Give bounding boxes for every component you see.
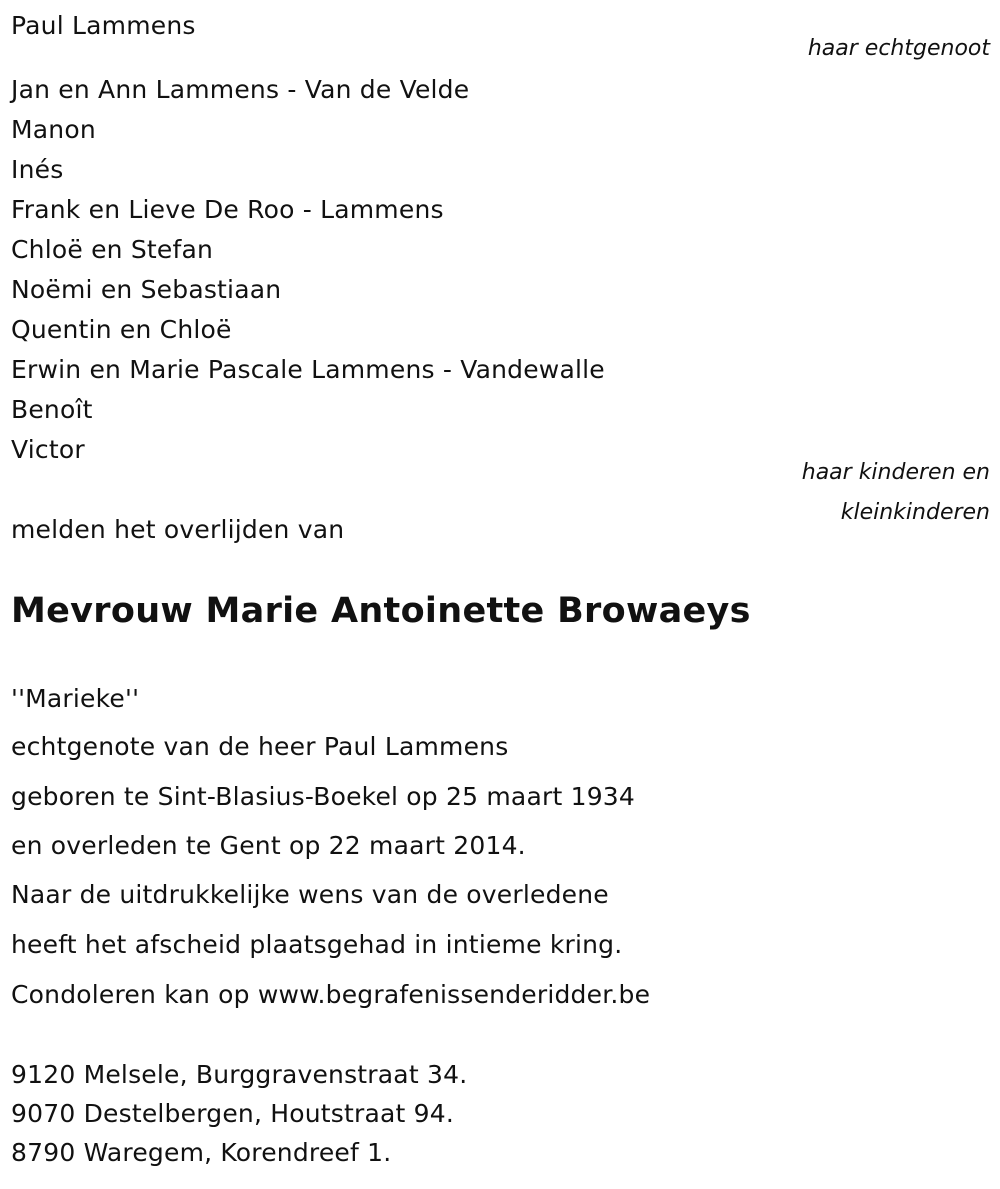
family-member: Victor: [11, 435, 85, 464]
family-role-line2: kleinkinderen: [840, 500, 990, 525]
family-member: Chloë en Stefan: [11, 235, 214, 264]
condolence-line: Condoleren kan op www.begrafenissenderidder.be: [11, 980, 651, 1009]
family-member: Quentin en Chloë: [11, 315, 232, 344]
family-member: Manon: [11, 115, 96, 144]
detail-line: en overleden te Gent op 22 maart 2014.: [11, 831, 526, 860]
family-role-line1: haar kinderen en: [801, 460, 990, 485]
family-member: Erwin en Marie Pascale Lammens - Vandewalle: [11, 355, 605, 384]
announcement: melden het overlijden van: [11, 515, 345, 544]
family-member: Noëmi en Sebastiaan: [11, 275, 282, 304]
family-member: Benoît: [11, 395, 93, 424]
family-member: Inés: [11, 155, 64, 184]
detail-line: echtgenote van de heer Paul Lammens: [11, 732, 509, 761]
address-line: 9120 Melsele, Burggravenstraat 34.: [11, 1060, 468, 1089]
address-line: 8790 Waregem, Korendreef 1.: [11, 1138, 392, 1167]
deceased-name: Mevrouw Marie Antoinette Browaeys: [11, 591, 751, 631]
family-member: Frank en Lieve De Roo - Lammens: [11, 195, 444, 224]
spouse-name: Paul Lammens: [11, 11, 196, 40]
detail-line: Naar de uitdrukkelijke wens van de overledene: [11, 880, 609, 909]
address-line: 9070 Destelbergen, Houtstraat 94.: [11, 1099, 455, 1128]
family-member: Jan en Ann Lammens - Van de Velde: [11, 75, 470, 104]
detail-line: geboren te Sint-Blasius-Boekel op 25 maart 1934: [11, 782, 636, 811]
detail-line: heeft het afscheid plaatsgehad in intieme kring.: [11, 930, 623, 959]
spouse-role: haar echtgenoot: [807, 36, 990, 61]
deceased-nickname: ''Marieke'': [11, 684, 140, 713]
